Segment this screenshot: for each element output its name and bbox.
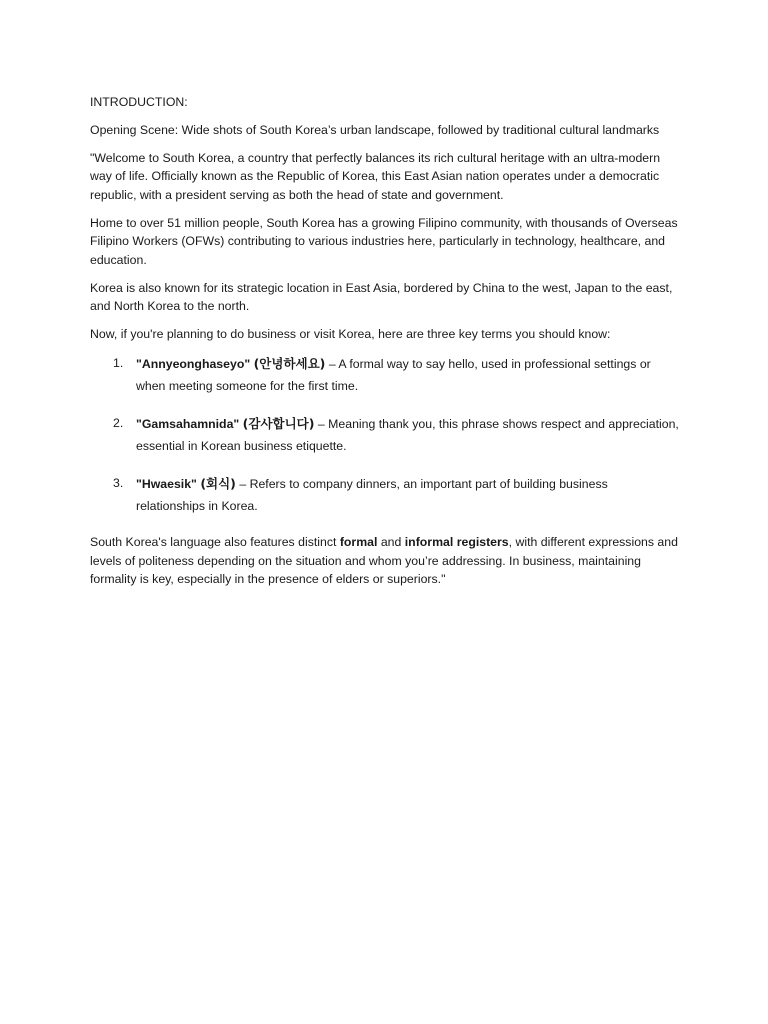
closing-bold-informal-registers: informal registers: [404, 535, 509, 549]
paragraph-population: Home to over 51 million people, South Korea has a growing Filipino community, with thousands of Overseas Filipino Workers (OFWs) contributing to various industries here, particularly in technology, healthcare, and education.: [90, 215, 678, 267]
section-heading: INTRODUCTION:: [90, 95, 188, 109]
list-item: [90, 413, 680, 457]
term-romanized: "Hwaesik": [136, 477, 197, 491]
term-hangul: (안녕하세요): [253, 356, 326, 371]
closing-text-part: , with different expressions and levels of politeness depending on the situation and whom you’re addressing. In business, maintaining formality is key, especially in the presence of elders or superiors.": [90, 535, 678, 586]
opening-scene-line: Opening Scene: Wide shots of South Korea’s urban landscape, followed by traditional cultural landmarks: [90, 122, 660, 137]
document-body: [90, 93, 680, 598]
paragraph-terms-intro: Now, if you're planning to do business or visit Korea, here are three key terms you should know:: [90, 327, 611, 341]
paragraph-closing: [90, 533, 680, 589]
list-item: [90, 473, 680, 517]
key-terms-list: [90, 353, 680, 517]
closing-text-part: South Korea's language also features distinct: [90, 535, 340, 549]
list-number: 2.: [113, 416, 124, 430]
term-description: – Refers to company dinners, an important part of building business relationships in Korea.: [136, 477, 608, 513]
closing-text-part: and: [377, 535, 405, 549]
closing-bold-formal: formal: [339, 535, 378, 549]
paragraph-welcome: "Welcome to South Korea, a country that perfectly balances its rich cultural heritage with an ultra-modern way of life. Officially known as the Republic of Korea, this East Asian nation operates under a democratic republic, with a president serving as both the head of state and government.: [90, 150, 661, 202]
list-number: 1.: [113, 356, 124, 370]
term-description: – Meaning thank you, this phrase shows respect and appreciation, essential in Korean business etiquette.: [136, 417, 679, 453]
term-description: – A formal way to say hello, used in professional settings or when meeting someone for the first time.: [136, 357, 651, 393]
list-number: 3.: [113, 476, 124, 490]
term-romanized: "Gamsahamnida": [136, 417, 240, 431]
term-romanized: "Annyeonghaseyo": [136, 357, 251, 371]
term-hangul: (회식): [200, 476, 236, 491]
term-hangul: (감사합니다): [242, 416, 315, 431]
list-item: [90, 353, 680, 397]
paragraph-location: Korea is also known for its strategic location in East Asia, bordered by China to the west, Japan to the east, and North Korea to the north.: [90, 280, 673, 313]
